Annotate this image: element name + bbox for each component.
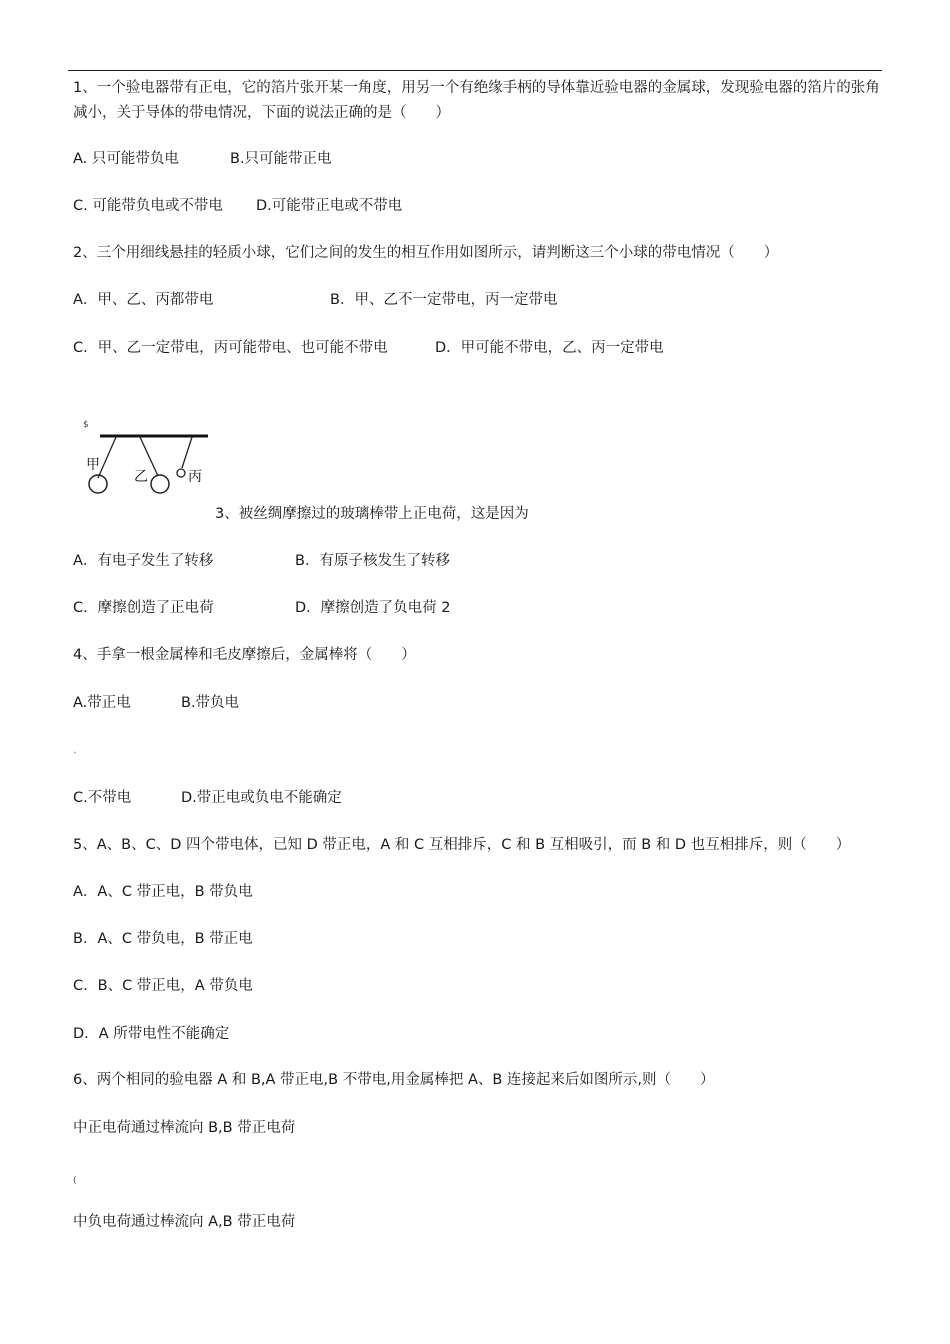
q5-option-d: D．A 所带电性不能确定	[73, 1026, 230, 1042]
q1-stem: 1、一个验电器带有正电，它的箔片张开某一角度，用另一个有绝缘手柄的导体靠近验电器的金属球，发现验电器的箔片的张角减小，关于导体的带电情况，下面的说法正确的是（ ）	[73, 80, 880, 121]
q3-option-a: A．有电子发生了转移	[73, 553, 214, 569]
q3-stem: 3、被丝绸摩擦过的玻璃棒带上正电荷，这是因为	[215, 506, 529, 522]
q2-option-d: D．甲可能不带电，乙、丙一定带电	[435, 340, 664, 356]
q6-mark: (	[73, 1176, 77, 1186]
q2-option-c: C．甲、乙一定带电，丙可能带电、也可能不带电	[73, 340, 388, 356]
q6-line-2: 中负电荷通过棒流向 A,B 带正电荷	[73, 1214, 296, 1230]
q3-option-d: D．摩擦创造了负电荷 2	[295, 600, 451, 616]
q4-mark: `	[73, 752, 78, 762]
q4-option-d: D.带正电或负电不能确定	[181, 790, 342, 806]
q3-option-b: B．有原子核发生了转移	[295, 553, 450, 569]
q4-option-c: C.不带电	[73, 790, 132, 806]
q1-option-a: A. 只可能带负电	[73, 151, 179, 167]
q1-option-c: C. 可能带负电或不带电	[73, 198, 223, 214]
q4-option-b: B.带负电	[181, 695, 240, 711]
q2-stem: 2、三个用细线悬挂的轻质小球，它们之间的发生的相互作用如图所示，请判断这三个小球的带电情况（ ）	[73, 245, 779, 261]
q5-stem: 5、A、B、C、D 四个带电体，已知 D 带正电，A 和 C 互相排斥，C 和 B 互相吸引，而 B 和 D 也互相排斥，则（ ）	[73, 837, 851, 853]
label-bing: 丙	[188, 469, 202, 485]
q5-option-c: C．B、C 带正电，A 带负电	[73, 978, 253, 994]
q2-option-a: A．甲、乙、丙都带电	[73, 292, 214, 308]
label-yi: 乙	[134, 469, 148, 485]
q6-line-1: 中正电荷通过棒流向 B,B 带正电荷	[73, 1120, 296, 1136]
q1-option-d: D.可能带正电或不带电	[256, 198, 403, 214]
label-jia: 甲	[86, 457, 100, 473]
q1-option-b: B.只可能带正电	[230, 151, 332, 167]
q6-stem: 6、两个相同的验电器 A 和 B,A 带正电,B 不带电,用金属棒把 A、B 连接起来后如图所示,则（ ）	[73, 1072, 715, 1088]
q2-option-b: B．甲、乙不一定带电，丙一定带电	[330, 292, 558, 308]
q4-stem: 4、手拿一根金属棒和毛皮摩擦后，金属棒将（ ）	[73, 647, 416, 663]
figure-mark: $	[83, 420, 89, 430]
pendulum-figure	[80, 418, 215, 500]
q3-option-c: C．摩擦创造了正电荷	[73, 600, 214, 616]
header-rule	[68, 70, 882, 71]
q5-option-b: B．A、C 带负电，B 带正电	[73, 931, 253, 947]
pendulum-diagram	[80, 418, 215, 500]
q5-option-a: A．A、C 带正电，B 带负电	[73, 884, 253, 900]
q4-option-a: A.带正电	[73, 695, 131, 711]
